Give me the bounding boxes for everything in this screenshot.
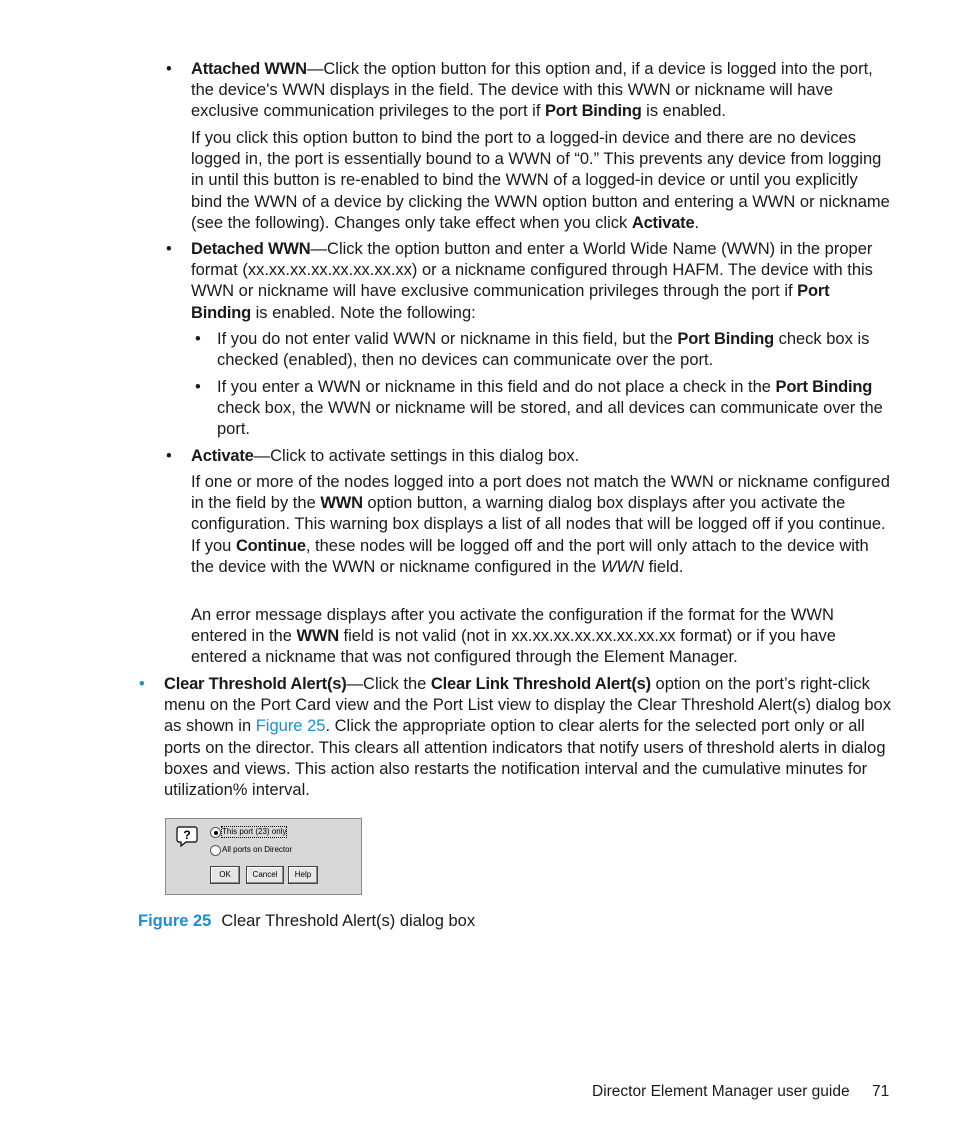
footer-title: Director Element Manager user guide [592, 1083, 850, 1100]
figure-caption [138, 910, 475, 932]
activate-item: Activate—Click to activate settings in this dialog box. [191, 447, 580, 465]
attached-wwn-paragraph: If you click this option button to bind the port to a logged-in device and there are no devices logged in, the port is essentially bound to a WWN of “0.” This prevents any device from logging in until this button is re-enabled to bind the WWN of a logged-in device or until you explicitly bind the WWN of a device by clicking the WWN option button and entering a WWN or nickname (see the following). Changes only take effect when you click Activate. [191, 129, 890, 232]
attached-wwn-item: Attached WWN—Click the option button for this option and, if a device is logged into the port, the device's WWN displays in the field. The device with this WWN or nickname will have exclusive communication privileges to the port if Port Binding is enabled. [191, 60, 873, 121]
all-ports-radio[interactable] [210, 845, 221, 856]
ok-button[interactable]: OK [210, 866, 240, 884]
all-ports-label[interactable]: All ports on Director [222, 845, 293, 854]
activate-paragraph-2: An error message displays after you activate the configuration if the format for the WWN entered in the WWN field is not valid (not in xx.xx.xx.xx.xx.xx.xx.xx format) or if you have entered a nickname that was not configured through the Element Manager. [191, 606, 836, 667]
figure-25-link[interactable]: Figure 25 [255, 717, 326, 736]
detached-wwn-term: Detached WWN [191, 240, 311, 258]
clear-threshold-item: Clear Threshold Alert(s)—Click the Clear Link Threshold Alert(s) option on the port’s right-click menu on the Port Card view and the Port List view to display the Clear Threshold Alert(s) dialog box as shown in Figure 25. Click the appropriate option to clear alerts for the selected port only or all ports on the director. This clears all attention indicators that notify users of threshold alerts in dialog boxes and views. This action also restarts the notification interval and the cumulative minutes for utilization% interval. [164, 675, 891, 800]
sub-bullet-marker: • [195, 378, 201, 396]
activate-term: Activate [191, 447, 254, 465]
detached-note-2: If you enter a WWN or nickname in this field and do not place a check in the Port Binding check box, the WWN or nickname will be stored, and all devices can communicate over the port. [217, 378, 883, 439]
cancel-button[interactable]: Cancel [246, 866, 284, 884]
sub-bullet-marker: • [195, 330, 201, 348]
clear-threshold-dialog [165, 818, 362, 895]
attached-wwn-term: Attached WWN [191, 60, 307, 78]
activate-paragraph-1: If one or more of the nodes logged into a port does not match the WWN or nickname configured in the field by the WWN option button, a warning dialog box displays after you activate the configuration. This warning box displays a list of all nodes that will be logged off if you continue. If you Continue, these nodes will be logged off and the port will only attach to the device with the device with the WWN or nickname configured in the WWN field. [191, 473, 890, 576]
figure-label: Figure 25 [138, 912, 212, 930]
bullet-marker: • [166, 240, 172, 258]
bullet-marker: • [166, 60, 172, 78]
help-button[interactable]: Help [288, 866, 318, 884]
bullet-marker: • [166, 447, 172, 465]
clear-threshold-term: Clear Threshold Alert(s) [164, 675, 347, 693]
question-icon [176, 825, 198, 847]
detached-note-1: If you do not enter valid WWN or nickname in this field, but the Port Binding check box is checked (enabled), then no devices can communicate over the port. [217, 330, 870, 370]
this-port-label[interactable]: This port (23) only [222, 827, 287, 836]
svg-text:?: ? [183, 828, 191, 842]
page-number: 71 [872, 1083, 890, 1100]
bullet-marker-blue: • [139, 675, 145, 693]
detached-wwn-item: Detached WWN—Click the option button and enter a World Wide Name (WWN) in the proper format (xx.xx.xx.xx.xx.xx.xx.xx) or a nickname configured through HAFM. The device with this WWN or nickname will have exclusive communication privileges through the port if Port Binding is enabled. Note the following: [191, 240, 873, 322]
figure-caption-text: Clear Threshold Alert(s) dialog box [221, 912, 476, 930]
this-port-radio[interactable] [210, 827, 221, 838]
